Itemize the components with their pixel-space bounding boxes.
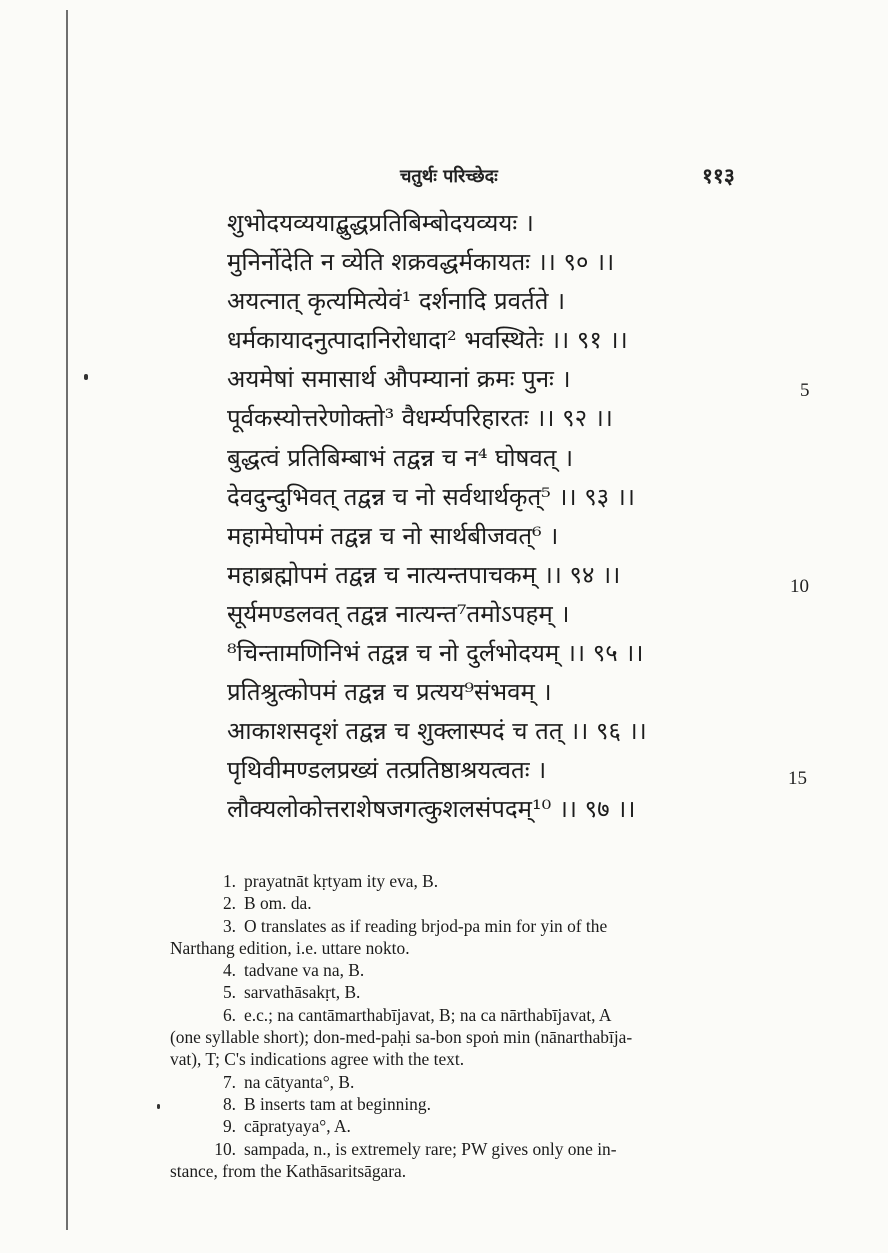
- footnote-continuation: (one syllable short); don-med-paḥi sa-bon spoṅ min (nānarthabīja-: [170, 1027, 633, 1048]
- verse-line: देवदुन्दुभिवत् तद्वन्न च नो सर्वथार्थकृत्⁵ ।। ९३ ।।: [227, 482, 635, 511]
- verse-line: अयमेषां समासार्थ औपम्यानां क्रमः पुनः ।: [227, 365, 571, 394]
- footnote-continuation: stance, from the Kathāsaritsāgara.: [170, 1160, 407, 1181]
- verse-line: लौक्यलोकोत्तराशेषजगत्कुशलसंपदम्¹⁰ ।। ९७ ।।: [227, 795, 636, 824]
- footnote: 8. B inserts tam at beginning.: [222, 1093, 431, 1114]
- line-number-marker: 15: [788, 768, 807, 789]
- verse-line: ⁸चिन्तामणिनिभं तद्वन्न च नो दुर्लभोदयम् ।। ९५ ।।: [227, 639, 644, 668]
- page-number: ११३: [702, 163, 735, 188]
- verse-block: [227, 204, 787, 830]
- verse-line: बुद्धत्वं प्रतिबिम्बाभं तद्वन्न च न⁴ घोषवत् ।: [227, 443, 574, 472]
- footnote: 4. tadvane va na, B.: [222, 960, 365, 981]
- footnotes: [170, 870, 736, 1182]
- footnote-continuation: Narthang edition, i.e. uttare nokto.: [170, 937, 410, 958]
- verse-line: धर्मकायादनुत्पादानिरोधादा² भवस्थितेः ।। ९१ ।।: [227, 326, 628, 355]
- footnote: 3. O translates as if reading brjod-pa min for yin of the: [222, 915, 608, 936]
- verse-line: महाब्रह्मोपमं तद्वन्न च नात्यन्तपाचकम् ।। ९४ ।।: [227, 560, 621, 589]
- verse-line: प्रतिश्रुत्कोपमं तद्वन्न च प्रत्यय⁹संभवम् ।: [227, 678, 552, 707]
- print-speck: [84, 374, 88, 380]
- verse-line: सूर्यमण्डलवत् तद्वन्न नात्यन्त⁷तमोऽपहम् ।: [227, 599, 570, 628]
- verse-line: आकाशसदृशं तद्वन्न च शुक्लास्पदं च तत् ।। ९६ ।।: [227, 717, 647, 746]
- footnote: 1. prayatnāt kṛtyam ity eva, B.: [222, 871, 439, 891]
- verse-line: मुनिर्नोदेति न व्येति शक्रवद्धर्मकायतः ।। ९० ।।: [227, 248, 615, 277]
- verse-line: शुभोदयव्ययाद्बुद्धप्रतिबिम्बोदयव्ययः ।: [227, 209, 534, 237]
- footnote: 9. cāpratyaya°, A.: [222, 1116, 351, 1137]
- verse-line: पूर्वकस्योत्तरेणोक्तो³ वैधर्म्यपरिहारतः ।। ९२ ।।: [227, 404, 613, 433]
- line-number-marker: 10: [790, 576, 809, 597]
- verse-line: महामेघोपमं तद्वन्न च नो सार्थबीजवत्⁶ ।: [227, 521, 559, 550]
- footnote: 5. sarvathāsakṛt, B.: [222, 982, 361, 1003]
- footnote-continuation: vat), T; C's indications agree with the text.: [170, 1049, 465, 1070]
- verse-line: पृथिवीमण्डलप्रख्यं तत्प्रतिष्ठाश्रयत्वतः ।: [227, 756, 547, 785]
- footnote: 6. e.c.; na cantāmarthabījavat, B; na ca nārthabījavat, A: [222, 1004, 612, 1025]
- footnote: 2. B om. da.: [222, 893, 312, 914]
- footnote: 10. sampada, n., is extremely rare; PW gives only one in-: [214, 1138, 617, 1159]
- binding-edge-line: [66, 10, 68, 1230]
- verse-line: अयत्नात् कृत्यमित्येवं¹ दर्शनादि प्रवर्तते ।: [227, 287, 566, 316]
- line-number-marker: 5: [800, 380, 810, 401]
- print-speck: [157, 1104, 160, 1109]
- footnote: 7. na cātyanta°, B.: [222, 1071, 355, 1092]
- running-head: चतुर्थः परिच्छेदः: [400, 166, 498, 187]
